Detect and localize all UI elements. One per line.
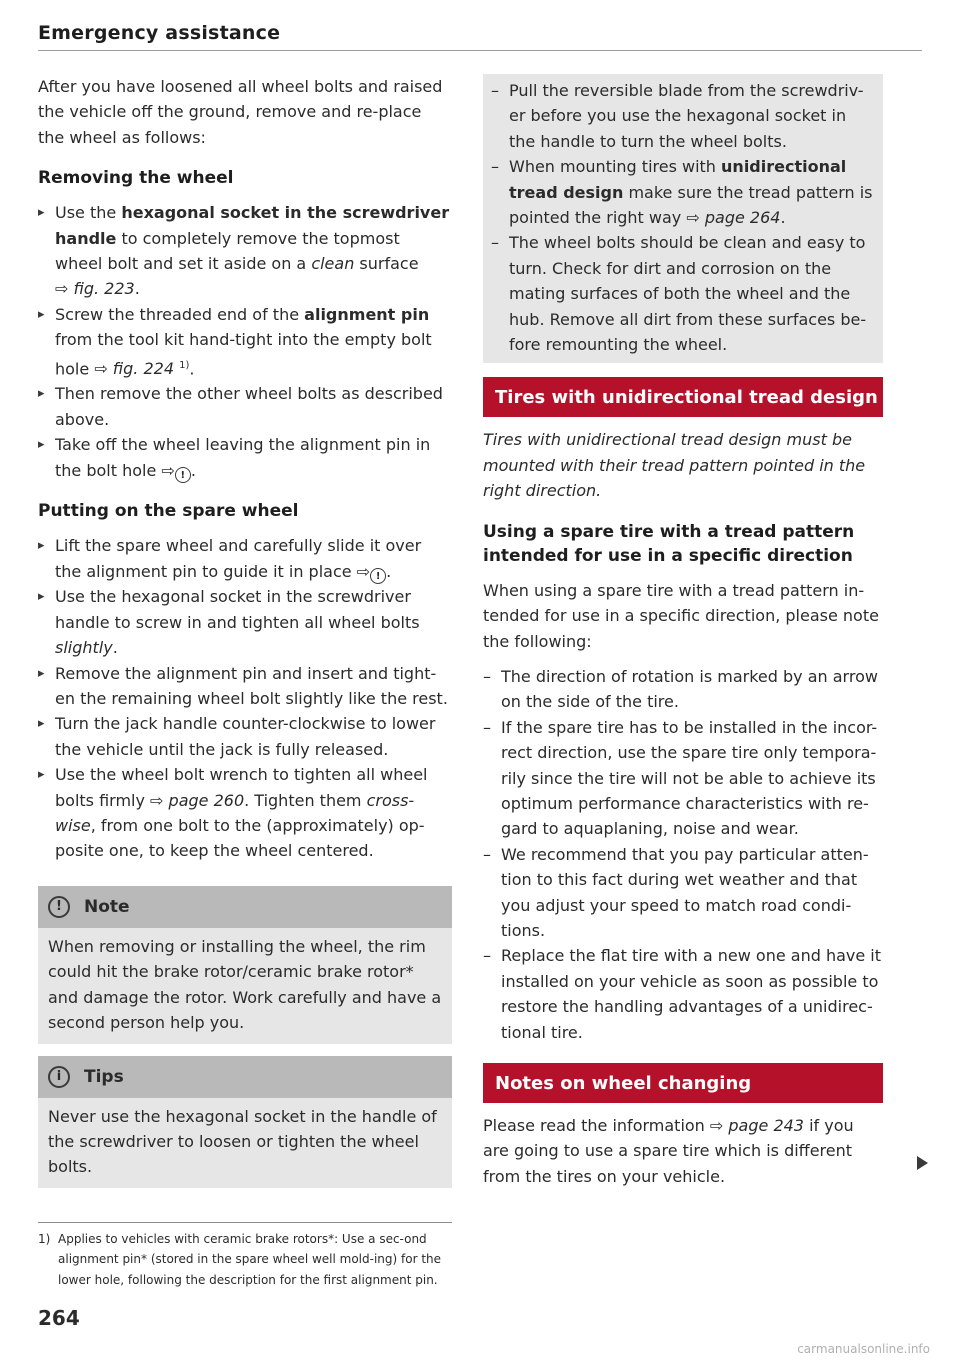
tips-body: Never use the hexagonal socket in the handle of the screwdriver to loosen or tighten the wheel bolts. xyxy=(38,1098,452,1188)
step-item: ▸ Lift the spare wheel and carefully slide it over the alignment pin to guide it in place ⇨ ! . xyxy=(38,533,452,584)
continue-arrow-icon xyxy=(917,1156,928,1170)
watermark: carmanualsonline.info xyxy=(797,1342,930,1356)
list-item: – If the spare tire has to be installed in the incor-rect direction, use the spare tire only tempora-rily since the tire will not be able to achieve its optimum performance characteristics with re-gard to aquaplaning, noise and wear. xyxy=(483,715,883,842)
page-ref-link[interactable]: ⇨ page 260 xyxy=(150,790,245,810)
step-item: ▸ Turn the jack handle counter-clockwise to lower the vehicle until the jack is fully released. xyxy=(38,711,452,762)
section1-intro: Tires with unidirectional tread design must be mounted with their tread pattern pointed in the right direction. xyxy=(483,430,866,501)
list-item: – We recommend that you pay particular atten-tion to this fact during wet weather and that you adjust your speed to match road condi-tions. xyxy=(483,842,883,944)
list-item: – The direction of rotation is marked by an arrow on the side of the tire. xyxy=(483,664,883,715)
warning-icon[interactable]: ! xyxy=(370,568,386,584)
footnote-rule xyxy=(38,1222,452,1223)
note-title: Note xyxy=(84,896,130,917)
boxed-list xyxy=(483,74,883,363)
footnote xyxy=(38,1229,452,1291)
step-item: ▸ Use the wheel bolt wrench to tighten all wheel bolts firmly ⇨ page 260. Tighten them cross-wise, from one bolt to the (approximately) op-posite one, to keep the wheel centered. xyxy=(38,762,452,864)
info-icon: i xyxy=(48,1066,70,1088)
left-column xyxy=(38,74,452,1290)
right-column xyxy=(483,74,883,1189)
header-rule xyxy=(38,50,922,51)
step-item: ▸ Remove the alignment pin and insert and tight-en the remaining wheel bolt slightly like the rest. xyxy=(38,661,452,712)
note-body: When removing or installing the wheel, the rim could hit the brake rotor/ceramic brake rotor* and damage the rotor. Work carefully and have a second person help you. xyxy=(38,928,452,1044)
sub-intro: When using a spare tire with a tread pattern in-tended for use in a specific direction, please note the following: xyxy=(483,580,879,651)
section-header: Emergency assistance xyxy=(38,22,281,44)
step-item: ▸ Take off the wheel leaving the alignment pin in the bolt hole ⇨ ! . xyxy=(38,432,452,483)
warning-icon[interactable]: ! xyxy=(175,467,191,483)
page-number: 264 xyxy=(38,1306,80,1330)
removing-heading: Removing the wheel xyxy=(38,168,234,189)
tips-box xyxy=(38,1056,452,1188)
footnote-marker: 1) xyxy=(179,359,190,371)
step-item: ▸ Use the hexagonal socket in the screwdriver handle to screw in and tighten all wheel bolts slightly. xyxy=(38,584,452,660)
list-item: – When mounting tires with unidirectional tread design make sure the tread pattern is pointed the right way ⇨ page 264. xyxy=(491,154,875,230)
footnote-text: Applies to vehicles with ceramic brake rotors*: Use a sec-ond alignment pin* (stored in the spare wheel well mold-ing) for the lower hole, following the description for the first alignment pin. xyxy=(58,1231,442,1287)
section-title-wheel-changing: Notes on wheel changing xyxy=(483,1063,883,1103)
step-item: ▸ Then remove the other wheel bolts as described above. xyxy=(38,381,452,432)
list-item: – Replace the flat tire with a new one and have it installed on your vehicle as soon as possible to restore the handling advantages of a unidirec-tional tire. xyxy=(483,943,883,1045)
section2-text: Please read the information ⇨ page 243 if you are going to use a spare tire which is different from the tires on your vehicle. xyxy=(483,1113,883,1189)
tips-header xyxy=(38,1056,452,1098)
list-item: – The wheel bolts should be clean and easy to turn. Check for dirt and corrosion on the mating surfaces of both the wheel and the hub. Remove all dirt from these surfaces be-fore remounting the wheel. xyxy=(491,230,875,357)
note-header xyxy=(38,886,452,928)
exclamation-icon: ! xyxy=(48,896,70,918)
step-item: ▸ Screw the threaded end of the alignment pin from the tool kit hand-tight into the empty bolt hole ⇨ fig. 224 $^{1)}$. xyxy=(38,302,452,382)
step-item: ▸ Use the hexagonal socket in the screwdriver handle to completely remove the topmost wheel bolt and set it aside on a clean surface ⇨ fig. 223. xyxy=(38,200,452,302)
section-title-unidirectional: Tires with unidirectional tread design xyxy=(483,377,883,417)
spare-direction-heading: Using a spare tire with a tread pattern intended for use in a specific direction xyxy=(483,521,855,566)
tips-title: Tips xyxy=(84,1066,124,1087)
intro-text: After you have loosened all wheel bolts and raised the vehicle off the ground, remove and re-place the wheel as follows: xyxy=(38,77,443,147)
spare-steps xyxy=(38,533,452,864)
direction-list xyxy=(483,664,883,1045)
fig-ref-link[interactable]: ⇨ fig. 224 xyxy=(94,358,175,378)
removing-steps xyxy=(38,200,452,483)
footnote-mark: 1) xyxy=(38,1231,51,1246)
note-box xyxy=(38,886,452,1044)
list-item: – Pull the reversible blade from the screwdriv-er before you use the hexagonal socket in the handle to turn the wheel bolts. xyxy=(491,78,875,154)
page-ref-link[interactable]: ⇨ page 243 xyxy=(709,1116,804,1135)
page-ref-link[interactable]: ⇨ page 264 xyxy=(686,208,781,228)
fig-ref-link[interactable]: ⇨ fig. 223 xyxy=(55,279,135,299)
spare-heading: Putting on the spare wheel xyxy=(38,501,299,522)
